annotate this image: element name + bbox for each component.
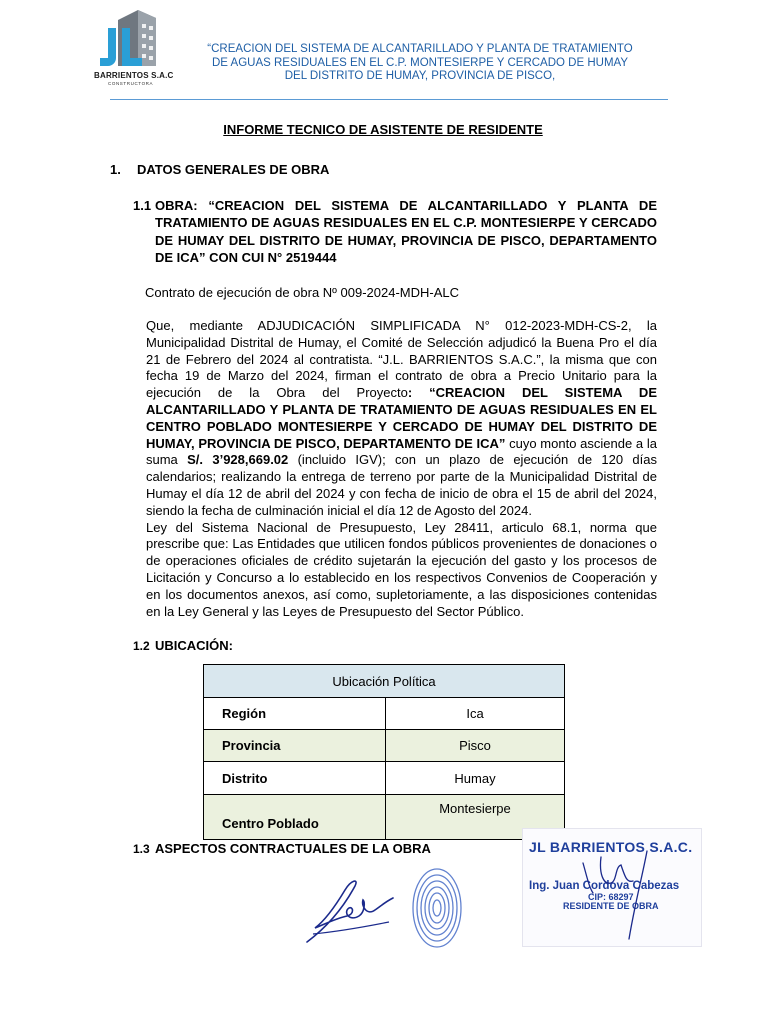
contract-line: Contrato de ejecución de obra Nº 009-2024-MDH-ALC [145,285,460,300]
section-1-1-obra [133,197,657,266]
company-stamp [522,828,702,947]
section-1-3-heading [133,841,431,856]
section-1-2-number: 1.2 [133,639,150,653]
table-row [204,730,565,762]
location-key: Centro Poblado [204,795,386,840]
location-value: Humay [386,762,565,795]
stamp-role: RESIDENTE DE OBRA [563,901,659,911]
location-key: Provincia [204,730,386,762]
location-value: Montesierpe [386,795,565,840]
section-1-1-number: 1.1 [133,198,152,213]
handwritten-signature [303,872,395,948]
paragraph-1-text-3: (incluido IGV); con un plazo de ejecución de 120 días calendarios; realizando la entrega de terreno por parte de la Municipalidad Distrital de Humay el día 12 de abril del 2024 y con fecha de inicio de obra el 15 de abril del 2024, siendo la fecha de culminación inicial el día 12 de Agosto del 2024. [146,452,657,518]
location-key: Distrito [204,762,386,795]
fingerprint [410,866,464,950]
table-row [204,698,565,730]
location-key: Región [204,698,386,730]
company-logo [94,8,172,88]
paragraph-1-project-name: : “CREACION DEL SISTEMA DE ALCANTARILLADO Y PLANTA DE TRATAMIENTO DE AGUAS RESIDUALES EN EL CENTRO POBLADO MONTESIERPE Y CERCADO DE HUMAY DEL DISTRITO DE HUMAY, PROVINCIA DE PISCO, DEPARTAMENTO DE ICA” [146,385,657,451]
section-1-2-title: UBICACIÓN: [155,638,233,653]
building-logo-icon [94,8,172,70]
section-1-2-heading [133,638,233,653]
section-1-3-number: 1.3 [133,842,150,856]
stamp-signature-icon [563,843,673,943]
stamp-company: JL BARRIENTOS S.A.C. [529,839,693,855]
location-value: Ica [386,698,565,730]
logo-company-name: BARRIENTOS S.A.C [94,71,174,80]
section-1-heading [110,162,329,177]
contract-amount: S/. 3’928,669.02 [187,452,289,468]
fingerprint-icon [410,866,464,950]
section-1-number: 1. [110,162,121,177]
signature-icon [303,872,395,948]
location-table-header: Ubicación Política [204,665,565,698]
location-value: Pisco [386,730,565,762]
body-paragraphs [146,318,657,620]
paragraph-2: Ley del Sistema Nacional de Presupuesto, Ley 28411, articulo 68.1, norma que prescribe que: Las Entidades que utilicen fondos públicos provenientes de donaciones o de operaciones oficiales de crédito sujetarán la ejecución del gasto y los procesos de Licitación y Concurso a lo establecido en los respectivos Convenios de Cooperación y en los documentos anexos, así como, supletoriamente, a las disposiciones contenidas en la Ley General y las Leyes de Presupuesto del Sector Público. [146,519,657,619]
location-table [203,664,565,840]
table-row [204,762,565,795]
paragraph-1-text: Que, mediante ADJUDICACIÓN SIMPLIFICADA N° 012-2023-MDH-CS-2, la Municipalidad Distrital de Humay, el Comité de Selección adjudicó la Buena Pro el día 21 de Febrero del 2024 al contratista. “J.L. BARRIENTOS S.A.C.”, la misma que con fecha 19 de Marzo del 2024, firman el contrato de obra a Precio Unitario para la ejecución de la Obra del Proyecto [146,318,657,401]
section-1-title: DATOS GENERALES DE OBRA [137,162,330,177]
section-1-3-title: ASPECTOS CONTRACTUALES DE LA OBRA [155,841,431,856]
logo-subtitle: CONSTRUCTORA [108,81,154,86]
report-title: INFORME TECNICO DE ASISTENTE DE RESIDENTE [223,122,543,137]
header-title: “CREACION DEL SISTEMA DE ALCANTARILLADO Y PLANTA DE TRATAMIENTO DE AGUAS RESIDUALES EN EL C.P. MONTESIERPE Y CERCADO DE HUMAY DEL DISTRITO DE HUMAY, PROVINCIA DE PISCO, [207,43,633,81]
paragraph-1-text-2: cuyo monto asciende a la suma [146,435,657,468]
stamp-cip: CIP: 68297 [588,892,634,902]
stamp-name: Ing. Juan Cordova Cabezas [529,880,680,892]
header-divider [110,99,668,100]
obra-description: OBRA: “CREACION DEL SISTEMA DE ALCANTARILLADO Y PLANTA DE TRATAMIENTO DE AGUAS RESIDUALES EN EL C.P. MONTESIERPE Y CERCADO DE HUMAY DEL DISTRITO DE HUMAY, PROVINCIA DE PISCO, DEPARTAMENTO DE ICA” CON CUI N° 2519444 [155,198,657,265]
paragraph-1 [146,318,657,520]
table-row [204,795,565,840]
